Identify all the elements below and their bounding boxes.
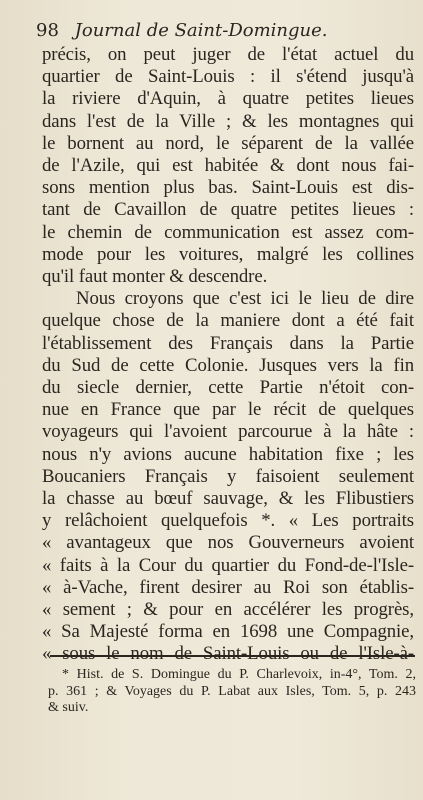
text-line: « à-Vache, firent desirer au Roi son établis-	[42, 576, 414, 598]
text-line: la chasse au bœuf sauvage, & les Flibustiers	[42, 488, 414, 510]
footnote-line: p. 361 ; & Voyages du P. Labat aux Isles, Tom. 5, p. 243	[48, 683, 416, 699]
text-line: quelque chose de la maniere dont a été fait	[42, 310, 414, 332]
text-line: « faits à la Cour du quartier du Fond-de-l'Isle-	[42, 554, 414, 576]
text-line: Boucaniers Français y faisoient seulement	[42, 465, 414, 487]
footnote-line: * Hist. de S. Domingue du P. Charlevoix, in-4°, Tom. 2,	[62, 667, 416, 682]
text-line: du siecle dernier, cette Partie n'étoit con-	[42, 377, 414, 399]
text-line: tant de Cavaillon de quatre petites lieues :	[42, 199, 414, 221]
text-line: précis, on peut juger de l'état actuel du	[42, 44, 414, 65]
text-line: « sement ; & pour en accélérer les progrès,	[42, 599, 414, 621]
text-line: mode pour les voitures, malgré les collines	[42, 243, 414, 265]
text-line: nous n'y avions aucune habitation fixe ; les	[42, 443, 414, 465]
text-line: de l'Azile, qui est habitée & dont nous fai-	[42, 155, 414, 177]
text-line: dans l'est de la Ville ; & les montagnes qui	[42, 110, 414, 132]
text-line: « Sa Majesté forma en 1698 une Compagnie,	[42, 621, 414, 643]
page-number: 98	[36, 20, 59, 41]
text-line: Nous croyons que c'est ici le lieu de dire	[76, 288, 414, 310]
text-line: l'établissement des Français dans la Partie	[42, 332, 414, 354]
body-text	[42, 44, 414, 666]
page-header	[36, 20, 416, 42]
text-line: qu'il faut monter & descendre.	[42, 266, 268, 288]
text-line: le chemin de communication est assez com-	[42, 221, 414, 243]
footnote-divider	[50, 655, 415, 657]
footnote-line: & suiv.	[48, 700, 89, 715]
running-title: Journal de Saint-Domingue.	[74, 20, 328, 41]
text-line: « sous le nom de Saint-Louis ou de l'Isle-à-	[42, 643, 414, 665]
footnote	[48, 667, 416, 717]
text-line: le bornent au nord, le séparent de la vallée	[42, 132, 414, 154]
text-line: y relâchoient quelquefois *. « Les portraits	[42, 510, 414, 532]
text-line: « avantageux que nos Gouverneurs avoient	[42, 532, 414, 554]
text-line: nue en France que par le récit de quelques	[42, 399, 414, 421]
text-line: sons mention plus bas. Saint-Louis est dis-	[42, 177, 414, 199]
text-line: voyageurs qui l'avoient parcourue à la hâte :	[42, 421, 414, 443]
text-line: du Sud de cette Colonie. Jusques vers la fin	[42, 354, 414, 376]
text-line: quartier de Saint-Louis : il s'étend jusqu'à	[42, 66, 414, 88]
text-line: la riviere d'Aquin, à quatre petites lieues	[42, 88, 414, 110]
